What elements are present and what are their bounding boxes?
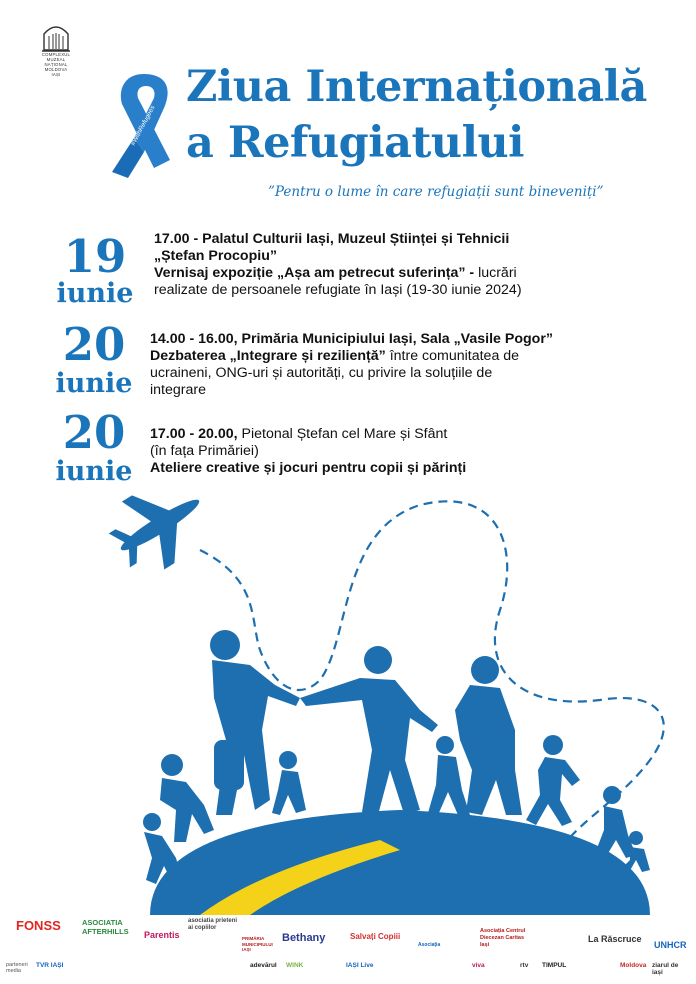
- media-logo: WINK: [286, 962, 304, 969]
- sponsor-logo: Parentis: [144, 930, 180, 940]
- sponsor-logo: Asociația: [418, 942, 441, 948]
- event-month: iunie: [55, 456, 133, 487]
- ribbon-text: #WithRefugees: [129, 104, 157, 147]
- sponsor-logo: PRIMĂRIA MUNICIPIULUI IAȘI: [242, 936, 273, 952]
- event-line: „Ștefan Procopiu”: [154, 248, 277, 264]
- sponsor-logo: Salvați Copiii: [350, 932, 401, 941]
- event-line-bold: Ateliere creative și jocuri pentru copii și părinți: [150, 460, 467, 476]
- event-month: iunie: [56, 278, 134, 309]
- page-title-line-1: Ziua Internațională: [186, 62, 647, 112]
- media-partners-row: [6, 962, 690, 976]
- globe-icon: [150, 810, 650, 915]
- event-details: [150, 331, 680, 399]
- sponsor-logo: Asociația Centrul Diecezan Caritas Iași: [480, 928, 526, 948]
- event-line: 14.00 - 16.00, Primăria Municipiului Iași, Sala „Vasile Pogor”: [150, 331, 553, 347]
- sponsor-logo: asociatia prieteni ai copiilor: [188, 918, 238, 931]
- museum-building-icon: [42, 22, 70, 52]
- sponsor-logo: La Răscruce: [588, 934, 642, 944]
- event-day: 20: [62, 318, 126, 371]
- event-date: [46, 318, 142, 399]
- page-subtitle: ”Pentru o lume în care refugiații sunt bineveniți”: [268, 184, 604, 200]
- media-logo: viva: [472, 962, 485, 969]
- event-details: [154, 231, 674, 299]
- media-logo: Moldova: [620, 962, 647, 969]
- event-date: [50, 230, 140, 309]
- museum-name-line: MUZEAL: [46, 57, 66, 62]
- event-line-rest: Pietonal Ștefan cel Mare și Sfânt: [237, 426, 448, 442]
- museum-name-line: COMPLEXUL: [41, 52, 71, 57]
- event-month: iunie: [55, 368, 133, 399]
- sponsor-logo: Bethany: [282, 932, 326, 944]
- media-logo: IAȘI Live: [346, 962, 374, 969]
- media-logo: TIMPUL: [542, 962, 567, 969]
- sponsor-logo: UNHCR: [654, 940, 687, 950]
- airplane-icon: [98, 470, 220, 584]
- event-line-rest: între comunitatea de: [385, 348, 520, 364]
- event-line: ucraineni, ONG-uri și autorități, cu privire la soluțiile de: [150, 365, 493, 381]
- museum-name-line: MOLDOVA: [44, 67, 68, 72]
- media-logo: ziarul de iași: [652, 962, 679, 976]
- museum-name-line: NAȚIONAL: [44, 62, 68, 67]
- event-day: 20: [62, 406, 126, 459]
- event-line: realizate de persoanele refugiate în Iași (19-30 iunie 2024): [154, 282, 522, 298]
- media-logo: TVR IAȘI: [36, 962, 64, 969]
- event-line: integrare: [150, 382, 206, 398]
- media-logo: adevărul: [250, 962, 277, 969]
- sponsor-logo: FONSS: [16, 918, 61, 933]
- event-line: (în fața Primăriei): [150, 443, 259, 459]
- sponsors-row: [10, 918, 686, 952]
- museum-name-line: IAȘI: [51, 72, 61, 77]
- event-day: 19: [63, 230, 127, 283]
- event-line-rest: lucrări: [474, 265, 517, 281]
- event-line-bold: Dezbaterea „Integrare și reziliență”: [150, 348, 386, 364]
- sponsor-logo: ASOCIATIA AFTERHILLS: [82, 918, 129, 936]
- media-logo: rtv: [520, 962, 529, 969]
- refugees-illustration: [0, 470, 696, 915]
- awareness-ribbon-icon: [104, 68, 188, 180]
- media-label: parteneri media: [6, 962, 28, 974]
- event-line-bold: 17.00 - 20.00,: [150, 426, 238, 442]
- event-line-bold: Vernisaj expoziție „Așa am petrecut suferința” -: [154, 265, 475, 281]
- museum-logo: [34, 22, 78, 77]
- page-title-line-2: a Refugiatului: [186, 118, 525, 168]
- event-line: 17.00 - Palatul Culturii Iași, Muzeul Științei și Tehnicii: [154, 231, 510, 247]
